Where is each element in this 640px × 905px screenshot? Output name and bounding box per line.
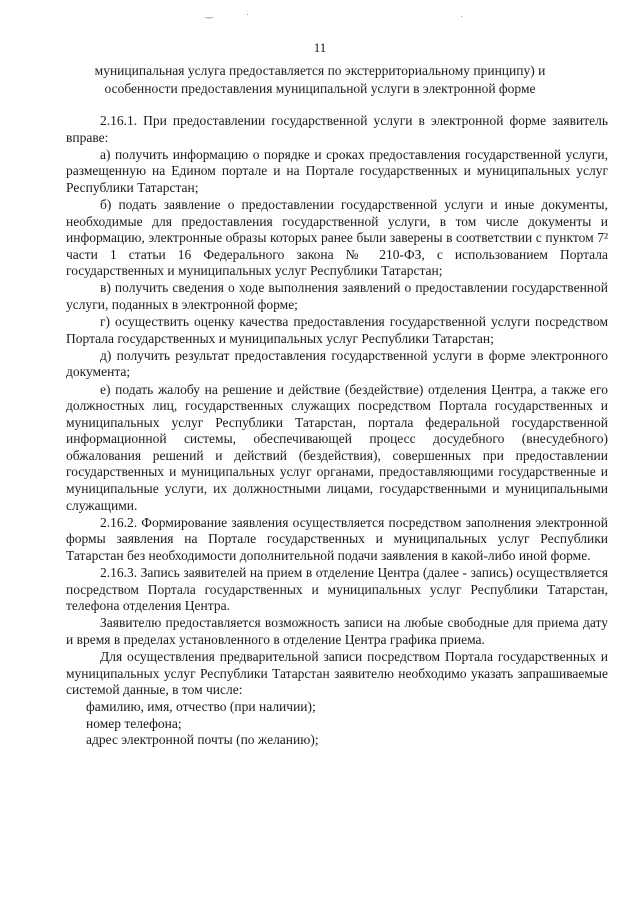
list-item: номер телефона; — [86, 715, 182, 731]
paragraph: 2.16.3. Запись заявителей на прием в отделение Центра (далее - запись) осуществляется посредством Портала государственных и муниципальных услуг Республики Татарстан, телефона отделения Центра. — [66, 565, 608, 614]
list-item: адрес электронной почты (по желанию); — [86, 732, 319, 748]
paragraph: Для осуществления предварительной записи посредством Портала государственных и муниципальных услуг Республики Татарстан заявителю необходимо указать запрашиваемые системой данные, в том числе: — [66, 649, 608, 698]
page-number: 11 — [313, 40, 327, 55]
scan-mark: ‿ — [205, 8, 214, 19]
paragraph: в) получить сведения о ходе выполнения заявлений о предоставлении государственной услуги, поданных в электронной форме; — [66, 280, 608, 313]
paragraph: 2.16.1. При предоставлении государственной услуги в электронной форме заявитель вправе: — [66, 113, 608, 145]
paragraph: а) получить информацию о порядке и сроках предоставления государственной услуги, размещенную на Едином портале и на Портале государственных и муниципальных услуг Республики Татарстан; — [66, 146, 608, 195]
section-heading: муниципальная услуга предоставляется по экстерриториальному принципу) и особенности предоставления муниципальной услуги в электронной форме — [94, 63, 546, 96]
paragraph: Заявителю предоставляется возможность записи на любые свободные для приема дату и время в пределах установленного в отделение Центра графика приема. — [66, 615, 608, 647]
document-body — [66, 113, 608, 749]
paragraph: г) осуществить оценку качества предоставления государственной услуги посредством Портала государственных и муниципальных услуг Республики Татарстан; — [66, 314, 608, 346]
paragraph: е) подать жалобу на решение и действие (бездействие) отделения Центра, а также его должностных лиц, государственных служащих посредством Портала государственных и муниципальных услуг Республики Татарстан, портала федеральной государственной информационной системы, обеспечивающей процесс досудебного (внесудебного) обжалования решений и действий (бездействия), совершенных при предоставлении государственных и муниципальных услуг органами, предоставляющими государственные и муниципальные услуги, их должностными лицами, государственными и муниципальными служащими. — [66, 381, 608, 513]
paragraph: б) подать заявление о предоставлении государственной услуги и иные документы, необходимые для предоставления государственной услуги, в том числе документы и информацию, электронные образы которых ранее были заверены в соответствии с пунктом 7² части 1 статьи 16 Федерального закона № 210-ФЗ, с использованием Портала государственных и муниципальных услуг Республики Татарстан; — [66, 196, 608, 279]
scan-mark: · — [460, 12, 464, 23]
paragraph: 2.16.2. Формирование заявления осуществляется посредством заполнения электронной формы заявления на Портале государственных и муниципальных услуг Республики Татарстан без необходимости дополнительной подачи заявления в какой-либо иной форме. — [66, 514, 608, 563]
paragraph: д) получить результат предоставления государственной услуги в форме электронного документа; — [66, 347, 608, 380]
scan-mark: · — [246, 10, 250, 21]
list-item: фамилию, имя, отчество (при наличии); — [86, 699, 316, 715]
required-data-list — [66, 699, 608, 749]
